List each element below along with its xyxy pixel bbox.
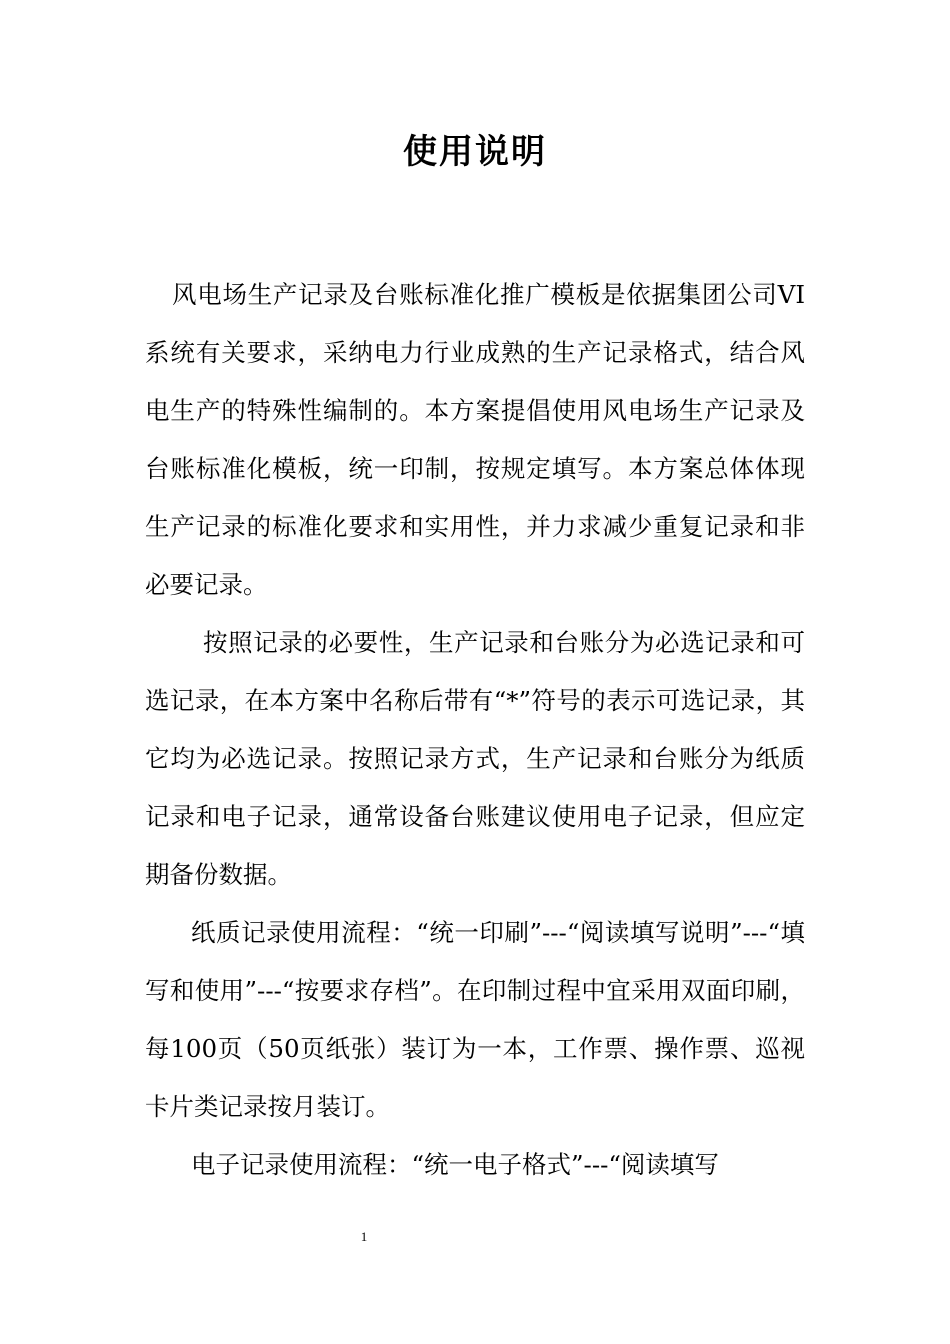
page-title: 使用说明: [403, 132, 547, 172]
paragraph-3: 纸质记录使用流程：“统一印刷”---“阅读填写说明”---“填写和使用”---“按要求存档”。在印制过程中宜采用双面印刷，每100页（50页纸张）装订为一本，工作票、操作票、巡视卡片类记录按月装订。: [145, 918, 805, 1121]
paragraph-4: 电子记录使用流程：“统一电子格式”---“阅读填写: [191, 1150, 719, 1179]
paragraph-1: 风电场生产记录及台账标准化推广模板是依据集团公司VI系统有关要求，采纳电力行业成熟的生产记录格式，结合风电生产的特殊性编制的。本方案提倡使用风电场生产记录及台账标准化模板，统一印制，按规定填写。本方案总体体现生产记录的标准化要求和实用性，并力求减少重复记录和非必要记录。: [145, 280, 805, 599]
paragraph-2: 按照记录的必要性，生产记录和台账分为必选记录和可选记录，在本方案中名称后带有“*”符号的表示可选记录，其它均为必选记录。按照记录方式，生产记录和台账分为纸质记录和电子记录，通常设备台账建议使用电子记录，但应定期备份数据。: [145, 628, 805, 889]
page-number: 1: [360, 1229, 368, 1244]
document-body: [145, 266, 805, 1194]
